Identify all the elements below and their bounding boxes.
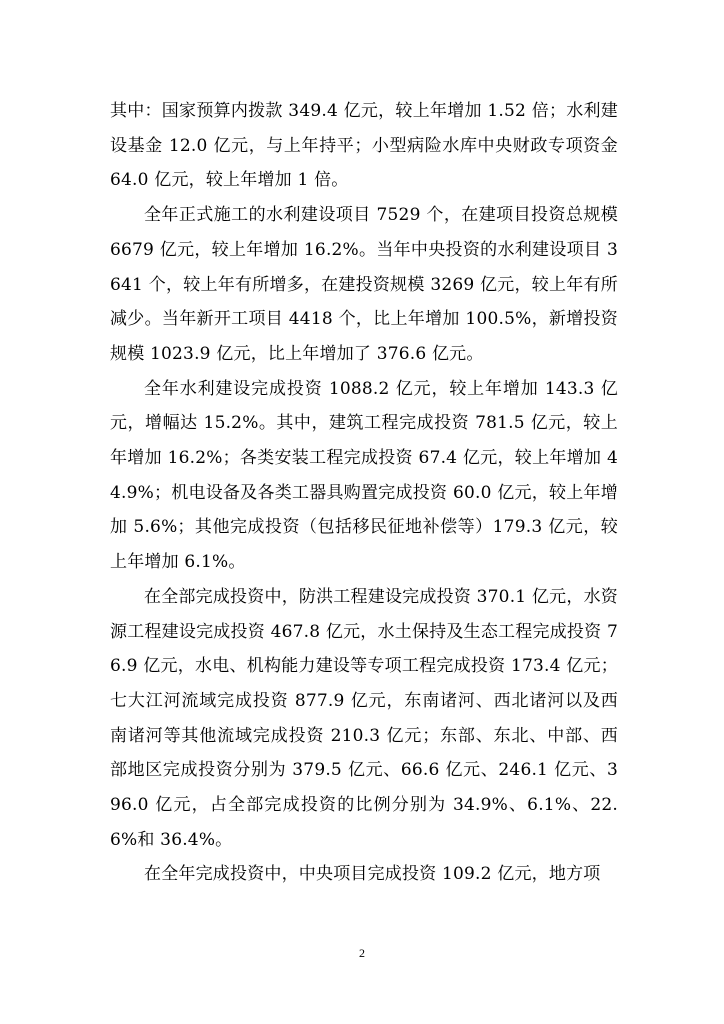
paragraph-completed-investment: 全年水利建设完成投资 1088.2 亿元，较上年增加 143.3 亿元，增幅达 15.2%。其中，建筑工程完成投资 781.5 亿元，较上年增加 16.2%；各类安装工程完成投资 67.4 亿元，较上年增加 44.9%；机电设备及各类工器具购置完成投资 60.0 亿元，较上年增加 5.6%；其他完成投资（包括移民征地补偿等）179.3 亿元，较上年增加 6.1%。 [110, 378, 618, 573]
paragraph-funding-sources: 其中：国家预算内拨款 349.4 亿元，较上年增加 1.52 倍；水利建设基金 12.0 亿元，与上年持平；小型病险水库中央财政专项资金 64.0 亿元，较上年增加 1 倍。 [110, 101, 618, 191]
paragraph-central-local-investment: 在全年完成投资中，中央项目完成投资 109.2 亿元，地方项 [144, 864, 601, 885]
paragraph-investment-breakdown: 在全部完成投资中，防洪工程建设完成投资 370.1 亿元，水资源工程建设完成投资 467.8 亿元，水土保持及生态工程完成投资 76.9 亿元，水电、机构能力建设等专项工程完成投资 173.4 亿元；七大江河流域完成投资 877.9 亿元，东南诸河、西北诸河以及西南诸河等其他流域完成投资 210.3 亿元；东部、东北、中部、西部地区完成投资分别为 379.5 亿元、66.6 亿元、246.1 亿元、396.0 亿元，占全部完成投资的比例分别为 34.9%、6.1%、22.6%和 36.4%。 [110, 586, 618, 850]
page-number: 2 [359, 946, 365, 960]
document-page [110, 94, 618, 892]
paragraph-construction-projects: 全年正式施工的水利建设项目 7529 个，在建项目投资总规模 6679 亿元，较上年增加 16.2%。当年中央投资的水利建设项目 3641 个，较上年有所增多，在建投资规模 3269 亿元，较上年有所减少。当年新开工项目 4418 个，比上年增加 100.5%，新增投资规模 1023.9 亿元，比上年增加了 376.6 亿元。 [110, 205, 618, 364]
